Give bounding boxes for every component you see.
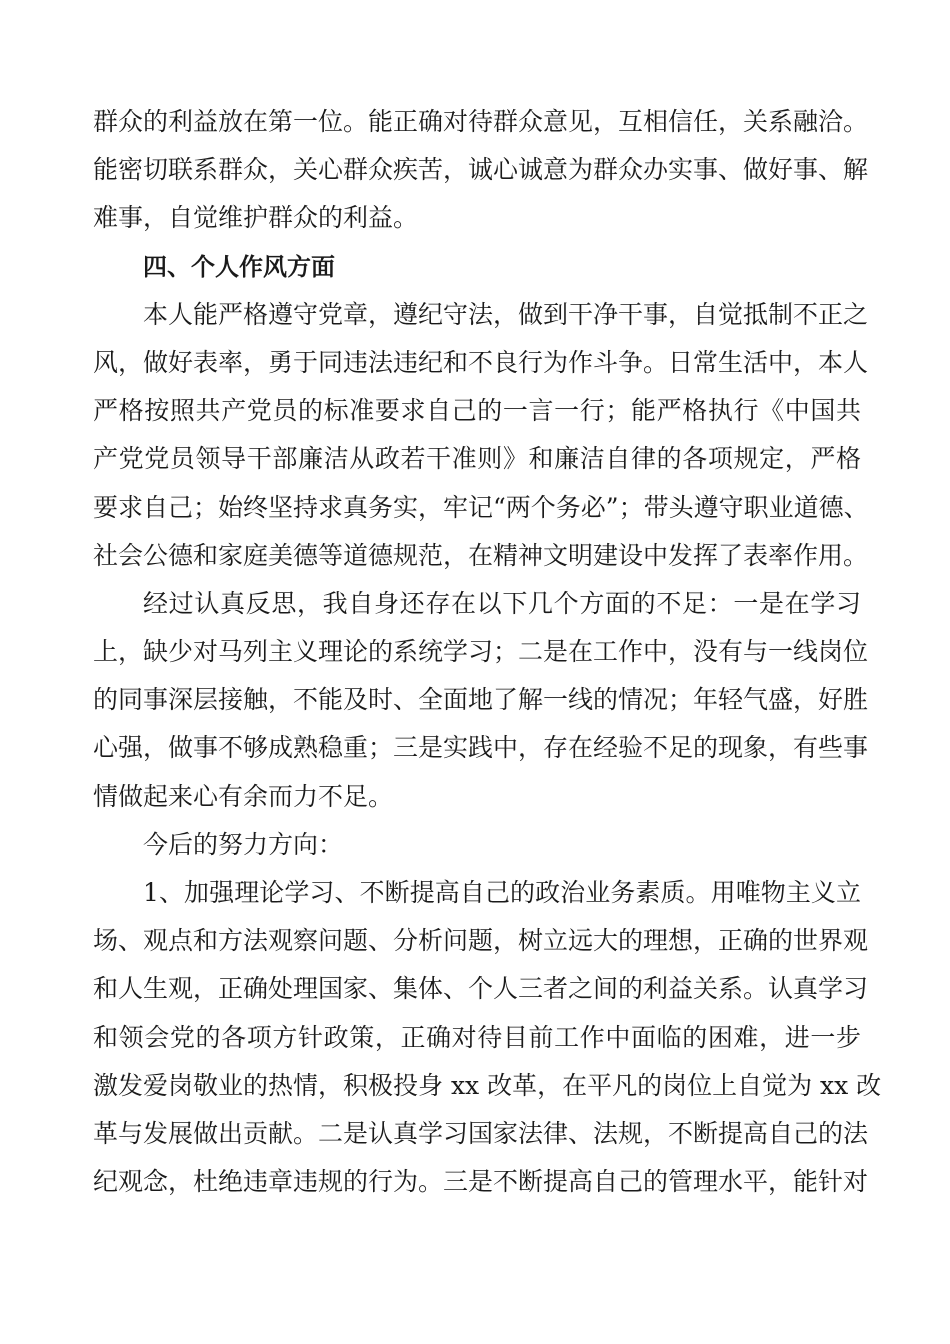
text-line: 经过认真反思，我自身还存在以下几个方面的不足：一是在学习: [143, 588, 861, 618]
paragraph-personal-style: [93, 291, 869, 580]
text-line: 要求自己；始终坚持求真务实，牢记“两个务必”；带头遵守职业道德、: [93, 492, 869, 522]
text-line: 和人生观，正确处理国家、集体、个人三者之间的利益关系。认真学习: [93, 974, 869, 1004]
text-line: 纪观念，杜绝违章违规的行为。三是不断提高自己的管理水平，能针对: [93, 1167, 869, 1197]
section-heading: 四、个人作风方面: [143, 252, 335, 281]
text-line: 场、观点和方法观察问题、分析问题，树立远大的理想，正确的世界观: [93, 926, 869, 956]
text-line: 群众的利益放在第一位。能正确对待群众意见，互相信任，关系融洽。: [93, 107, 869, 136]
text-line: 的同事深层接触，不能及时、全面地了解一线的情况；年轻气盛，好胜: [93, 685, 869, 715]
document-page: [93, 98, 882, 1206]
text-line: 社会公德和家庭美德等道德规范，在精神文明建设中发挥了表率作用。: [93, 540, 869, 570]
paragraph-masses-interest: [93, 98, 869, 243]
paragraph-future-direction-title: [93, 821, 861, 869]
text-line: 难事，自觉维护群众的利益。: [93, 203, 419, 233]
text-line: 激发爱岗敬业的热情，积极投身 xx 改革，在平凡的岗位上自觉为 xx 改: [93, 1070, 882, 1100]
text-line: 能密切联系群众，关心群众疾苦，诚心诚意为群众办实事、做好事、解: [93, 155, 869, 185]
paragraph-item-1: [93, 869, 882, 1206]
text-line: 1、加强理论学习、不断提高自己的政治业务素质。用唯物主义立: [143, 878, 861, 907]
text-line: 严格按照共产党员的标准要求自己的一言一行；能严格执行《中国共: [93, 396, 861, 426]
text-line: 风，做好表率，勇于同违法违纪和不良行为作斗争。日常生活中，本人: [93, 347, 869, 377]
text-line: 和领会党的各项方针政策，正确对待目前工作中面临的困难，进一步: [93, 1022, 861, 1052]
text-line: 上，缺少对马列主义理论的系统学习；二是在工作中，没有与一线岗位: [93, 637, 869, 667]
paragraph-shortcomings: [93, 580, 869, 821]
text-line: 本人能严格遵守党章，遵纪守法，做到干净干事，自觉抵制不正之: [143, 299, 869, 329]
text-line: 心强，做事不够成熟稳重；三是实践中，存在经验不足的现象，有些事: [93, 733, 869, 763]
text-line: 情做起来心有余而力不足。: [93, 781, 394, 811]
text-line: 今后的努力方向：: [143, 829, 344, 859]
text-line: 革与发展做出贡献。二是认真学习国家法律、法规，不断提高自己的法: [93, 1118, 869, 1148]
text-line: 产党党员领导干部廉洁从政若干准则》和廉洁自律的各项规定，严格: [93, 444, 861, 474]
